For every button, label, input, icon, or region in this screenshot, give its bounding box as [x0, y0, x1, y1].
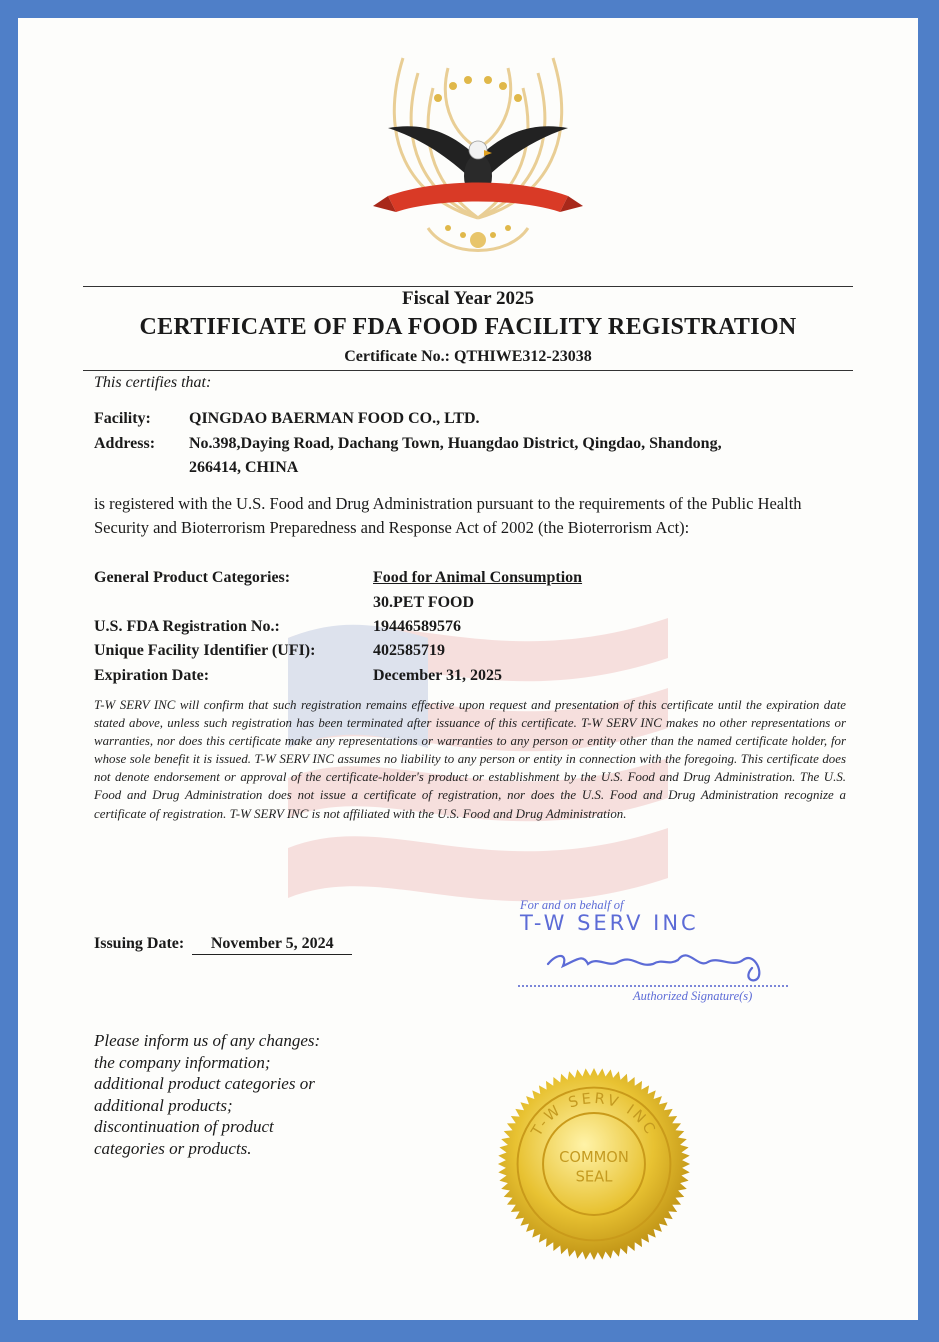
top-divider [83, 286, 853, 287]
expiration-date: December 31, 2025 [373, 667, 502, 684]
address-label: Address: [94, 435, 156, 452]
inform-notice [94, 1030, 320, 1159]
handwritten-signature-icon [538, 934, 788, 984]
seal-center-line-2: SEAL [575, 1168, 613, 1186]
inform-line: additional product categories or [94, 1074, 315, 1093]
product-subcategory: 30.PET FOOD [373, 594, 475, 611]
authorized-signature-label: Authorized Signature(s) [633, 989, 753, 1003]
inform-line: additional products; [94, 1095, 233, 1115]
registration-no-label: U.S. FDA Registration No.: [94, 618, 280, 635]
signing-company: T-W SERV INC [520, 911, 699, 935]
registration-statement: is registered with the U.S. Food and Drug Administration pursuant to the requirements of the Public Health Security and Bioterrorism Preparedness and Response Act of 2002 (the Bioterrorism Act): [94, 494, 802, 537]
expiration-label: Expiration Date: [94, 667, 210, 684]
ufi-label: Unique Facility Identifier (UFI): [94, 642, 316, 659]
seal-center-line-1: COMMON [559, 1149, 629, 1167]
disclaimer-text: T-W SERV INC will confirm that such registration remains effective upon request and presentation of this certificate until the expiration date stated above, unless such registration has been terminated after issuance of this certificate. T-W SERV INC makes no other representations or warranties, nor does this certificate make any representations or warranties to any person or entity other than the named certificate holder, for whose sole benefit it is issued. T-W SERV INC assumes no liability to any person or entity in connection with the foregoing. This certificate does not denote endorsement or approval of the certificate-holder's product or establishment by the U.S. Food and Drug Administration. The U.S. Food and Drug Administration does not issue a certificate of registration, nor does the U.S. Food and Drug Administration recognize a certificate of registration. T-W SERV INC is not affiliated with the U.S. Food and Drug Administration. [94, 698, 846, 821]
categories-label: General Product Categories: [94, 569, 291, 586]
header-divider [83, 370, 853, 371]
ufi-value: 402585719 [373, 642, 445, 659]
issuing-date: November 5, 2024 [192, 935, 352, 955]
inform-line: categories or products. [94, 1138, 252, 1158]
issuing-date-block [94, 935, 352, 955]
inform-line: Please inform us of any changes: [94, 1031, 321, 1050]
on-behalf-text: For and on behalf of [520, 898, 624, 912]
facility-label: Facility: [94, 410, 151, 427]
common-seal-icon [496, 1066, 692, 1262]
product-category: Food for Animal Consumption [373, 569, 583, 586]
certificate-page [18, 18, 918, 1320]
certifies-text: This certifies that: [94, 374, 212, 391]
address-line-2: 266414, CHINA [189, 459, 299, 476]
certificate-title: CERTIFICATE OF FDA FOOD FACILITY REGISTRATION [139, 314, 797, 340]
inform-line: discontinuation of product [94, 1117, 274, 1136]
signature-line [518, 985, 788, 987]
issuing-date-label: Issuing Date: [94, 935, 185, 952]
eagle-emblem-icon [348, 28, 608, 268]
fiscal-year: Fiscal Year 2025 [402, 288, 534, 309]
facility-name: QINGDAO BAERMAN FOOD CO., LTD. [189, 410, 480, 427]
seal-ring-text: T-W SERV INC [528, 1089, 660, 1140]
certificate-number: Certificate No.: QTHIWE312-23038 [344, 348, 592, 365]
inform-line: the company information; [94, 1052, 271, 1072]
address-line-1: No.398,Daying Road, Dachang Town, Huangdao District, Qingdao, Shandong, [189, 435, 722, 452]
registration-no: 19446589576 [373, 618, 461, 635]
